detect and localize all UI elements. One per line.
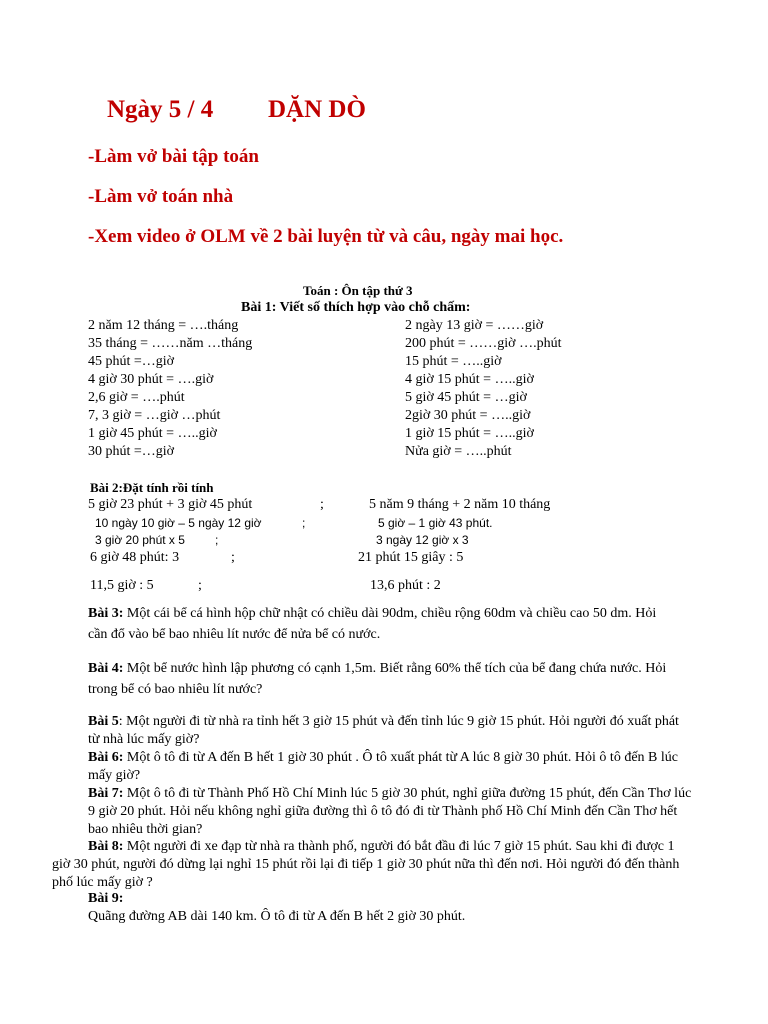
problem-bai-9-label: Bài 9: — [88, 891, 124, 906]
bai1-left-item: 4 giờ 30 phút = ….giờ — [88, 372, 214, 387]
problem-bai-7 — [88, 785, 693, 839]
bai2-right: 21 phút 15 giây : 5 — [358, 550, 464, 565]
bai1-right-item: Nửa giờ = …..phút — [405, 444, 512, 459]
task-2: -Làm vở toán nhà — [88, 186, 234, 207]
bai2-sep: ; — [320, 497, 324, 512]
bai1-right-item: 15 phút = …..giờ — [405, 354, 502, 369]
problem-bai-9-text: Quãng đường AB dài 140 km. Ô tô đi từ A đến B hết 2 giờ 30 phút. — [88, 909, 466, 924]
problem-bai-6 — [88, 749, 683, 785]
problem-label: Bài 6: — [88, 750, 124, 765]
bai2-right: 3 ngày 12 giờ x 3 — [376, 533, 469, 547]
problem-text: Một cái bể cá hình hộp chữ nhật có chiều dài 90dm, chiều rộng 60dm và chiều cao 50 dm. Hỏi cần đổ vào bể bao nhiêu lít nước để nửa bể có nước. — [88, 606, 657, 642]
problem-label: Bài 7: — [88, 786, 124, 801]
problem-label: Bài 5 — [88, 714, 119, 729]
bai2-title: Bài 2:Đặt tính rồi tính — [90, 480, 214, 495]
bai2-left: 11,5 giờ : 5 — [90, 578, 154, 593]
bai2-sep: ; — [215, 533, 219, 547]
page-title: DẶN DÒ — [268, 96, 366, 123]
bai2-sep: ; — [198, 578, 202, 593]
problem-bai-4 — [88, 658, 668, 700]
bai1-right-item: 2 ngày 13 giờ = ……giờ — [405, 318, 544, 333]
bai2-left: 6 giờ 48 phút: 3 — [90, 550, 180, 565]
bai1-right-item: 4 giờ 15 phút = …..giờ — [405, 372, 534, 387]
problem-text: Một ô tô đi từ A đến B hết 1 giờ 30 phút . Ô tô xuất phát từ A lúc 8 giờ 30 phút. Hỏi ô tô đến B lúc mấy giờ? — [88, 750, 678, 783]
bai1-left-item: 7, 3 giờ = …giờ …phút — [88, 408, 221, 423]
bai1-title: Bài 1: Viết số thích hợp vào chỗ chấm: — [241, 300, 471, 315]
task-1: -Làm vở bài tập toán — [88, 146, 259, 167]
bai1-left-item: 1 giờ 45 phút = …..giờ — [88, 426, 217, 441]
problem-bai-5 — [88, 713, 688, 749]
page-date: Ngày 5 / 4 — [107, 96, 214, 123]
bai2-right: 13,6 phút : 2 — [370, 578, 441, 593]
bai1-right-item: 2giờ 30 phút = …..giờ — [405, 408, 531, 423]
bai1-left-item: 2 năm 12 tháng = ….tháng — [88, 318, 239, 333]
bai1-right-item: 5 giờ 45 phút = …giờ — [405, 390, 527, 405]
bai2-left: 5 giờ 23 phút + 3 giờ 45 phút — [88, 497, 253, 512]
bai2-left: 10 ngày 10 giờ – 5 ngày 12 giờ — [95, 516, 262, 530]
problem-text: Một bể nước hình lập phương có cạnh 1,5m. Biết rằng 60% thể tích của bể đang chứa nước. Hỏi trong bể có bao nhiêu lít nước? — [88, 661, 667, 697]
bai2-sep: ; — [231, 550, 235, 565]
problem-label: Bài 3: — [88, 606, 124, 621]
section-title: Toán : Ôn tập thứ 3 — [303, 283, 413, 298]
bai1-left-item: 2,6 giờ = ….phút — [88, 390, 185, 405]
problem-text: Một người đi xe đạp từ nhà ra thành phố, người đó bắt đầu đi lúc 7 giờ 15 phút. Sau khi đi được 1 giờ 30 phút, người đó dừng lại nghỉ 15 phút rồi lại đi tiếp 1 giờ 30 phút nữa thì đến nơi. Hỏi người đó đến thành phố lúc mấy giờ ? — [52, 839, 680, 890]
bai2-right: 5 năm 9 tháng + 2 năm 10 tháng — [369, 497, 551, 512]
bai1-right-item: 200 phút = ……giờ ….phút — [405, 336, 562, 351]
bai2-right: 5 giờ – 1 giờ 43 phút. — [378, 516, 493, 530]
problem-bai-8 — [52, 838, 692, 892]
task-3: -Xem video ở OLM về 2 bài luyện từ và câu, ngày mai học. — [88, 226, 564, 247]
problem-text: Một ô tô đi từ Thành Phố Hồ Chí Minh lúc 5 giờ 30 phút, nghỉ giữa đường 15 phút, đến Cần Thơ lúc 9 giờ 20 phút. Hỏi nếu không nghỉ giữa đường thì ô tô đó đi từ Thành phố Hồ Chí Minh đến Cần Thơ hết bao nhiêu thời gian? — [88, 786, 692, 837]
bai2-left: 3 giờ 20 phút x 5 — [95, 533, 185, 547]
bai1-left-item: 35 tháng = ……năm …tháng — [88, 336, 253, 351]
problem-text: : Một người đi từ nhà ra tỉnh hết 3 giờ 15 phút và đến tỉnh lúc 9 giờ 15 phút. Hỏi người đó xuất phát từ nhà lúc mấy giờ? — [88, 714, 679, 747]
problem-bai-3 — [88, 603, 668, 645]
problem-label: Bài 8: — [88, 839, 124, 854]
problem-label: Bài 4: — [88, 661, 124, 676]
bai1-left-item: 30 phút =…giờ — [88, 444, 175, 459]
bai2-sep: ; — [302, 516, 306, 530]
bai1-left-item: 45 phút =…giờ — [88, 354, 175, 369]
bai1-right-item: 1 giờ 15 phút = …..giờ — [405, 426, 534, 441]
